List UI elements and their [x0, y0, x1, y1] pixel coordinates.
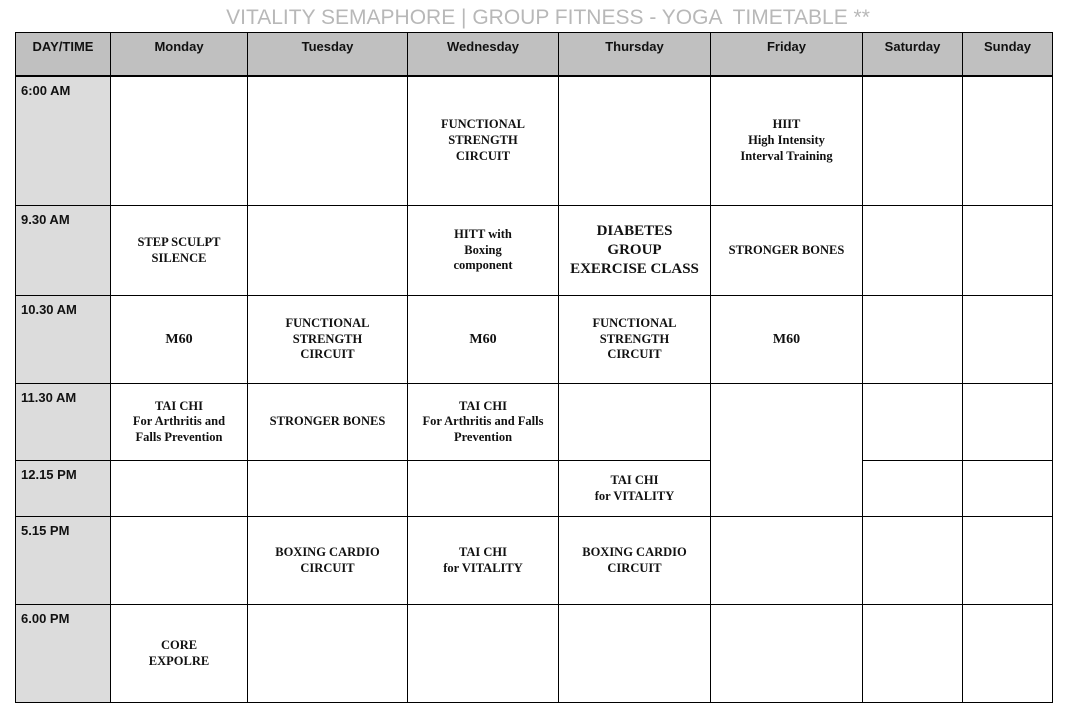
- timetable-row: [16, 76, 1053, 206]
- class-cell-empty: [111, 76, 248, 206]
- class-cell-empty: [408, 461, 559, 517]
- class-cell-empty: [863, 461, 963, 517]
- class-cell-empty: [863, 76, 963, 206]
- class-cell: TAI CHI For Arthritis and Falls Prevention: [111, 384, 248, 461]
- class-cell-empty: [248, 605, 408, 703]
- time-slot: 5.15 PM: [16, 517, 111, 605]
- class-cell-empty: [963, 206, 1053, 296]
- class-cell-empty: [711, 517, 863, 605]
- header-friday: Friday: [711, 33, 863, 76]
- header-thursday: Thursday: [559, 33, 711, 76]
- class-cell: HITT with Boxing component: [408, 206, 559, 296]
- class-cell-empty: [863, 517, 963, 605]
- timetable-row: [16, 296, 1053, 384]
- header-sunday: Sunday: [963, 33, 1053, 76]
- class-cell-empty: [963, 461, 1053, 517]
- time-slot: 6:00 AM: [16, 76, 111, 206]
- class-cell-empty: [863, 605, 963, 703]
- header-tuesday: Tuesday: [248, 33, 408, 76]
- time-slot: 6.00 PM: [16, 605, 111, 703]
- header-day-time: DAY/TIME: [16, 33, 111, 76]
- timetable: [15, 32, 1053, 703]
- class-cell-empty: [963, 605, 1053, 703]
- class-cell-empty: [111, 461, 248, 517]
- class-cell-empty: [863, 296, 963, 384]
- class-cell: TAI CHI For Arthritis and Falls Prevention: [408, 384, 559, 461]
- class-cell: STRONGER BONES: [711, 206, 863, 296]
- header-monday: Monday: [111, 33, 248, 76]
- class-cell: STRONGER BONES: [248, 384, 408, 461]
- class-cell: M60: [408, 296, 559, 384]
- timetable-row: [16, 605, 1053, 703]
- class-cell: STEP SCULPT SILENCE: [111, 206, 248, 296]
- class-cell: BOXING CARDIO CIRCUIT: [559, 517, 711, 605]
- class-cell: DIABETES GROUP EXERCISE CLASS: [559, 206, 711, 296]
- time-slot: 10.30 AM: [16, 296, 111, 384]
- class-cell-empty: [111, 517, 248, 605]
- class-cell-empty: [559, 384, 711, 461]
- time-slot: 9.30 AM: [16, 206, 111, 296]
- class-cell: HIIT High Intensity Interval Training: [711, 76, 863, 206]
- class-cell-empty: [559, 605, 711, 703]
- page-title: VITALITY SEMAPHORE | GROUP FITNESS - YOGA TIMETABLE **: [226, 6, 870, 29]
- class-cell-empty: [963, 76, 1053, 206]
- time-slot: 11.30 AM: [16, 384, 111, 461]
- class-cell: TAI CHI for VITALITY: [408, 517, 559, 605]
- class-cell: TAI CHI for VITALITY: [559, 461, 711, 517]
- class-cell: M60: [111, 296, 248, 384]
- class-cell-empty: [408, 605, 559, 703]
- class-cell-empty: [963, 517, 1053, 605]
- timetable-row: [16, 517, 1053, 605]
- timetable-row: [16, 384, 1053, 461]
- time-slot: 12.15 PM: [16, 461, 111, 517]
- class-cell-empty: [963, 296, 1053, 384]
- class-cell: CORE EXPOLRE: [111, 605, 248, 703]
- class-cell-empty: [248, 206, 408, 296]
- class-cell-empty: [559, 76, 711, 206]
- class-cell: FUNCTIONAL STRENGTH CIRCUIT: [408, 76, 559, 206]
- class-cell-empty: [863, 384, 963, 461]
- header-wednesday: Wednesday: [408, 33, 559, 76]
- class-cell-empty: [711, 605, 863, 703]
- timetable-row: [16, 206, 1053, 296]
- class-cell: FUNCTIONAL STRENGTH CIRCUIT: [559, 296, 711, 384]
- class-cell-empty: [863, 206, 963, 296]
- timetable-row: [16, 461, 1053, 517]
- class-cell-empty: [248, 76, 408, 206]
- class-cell: FUNCTIONAL STRENGTH CIRCUIT: [248, 296, 408, 384]
- class-cell-empty: [963, 384, 1053, 461]
- class-cell-empty: [711, 384, 863, 517]
- class-cell: M60: [711, 296, 863, 384]
- class-cell-empty: [248, 461, 408, 517]
- class-cell: BOXING CARDIO CIRCUIT: [248, 517, 408, 605]
- header-saturday: Saturday: [863, 33, 963, 76]
- header-row: [16, 33, 1053, 76]
